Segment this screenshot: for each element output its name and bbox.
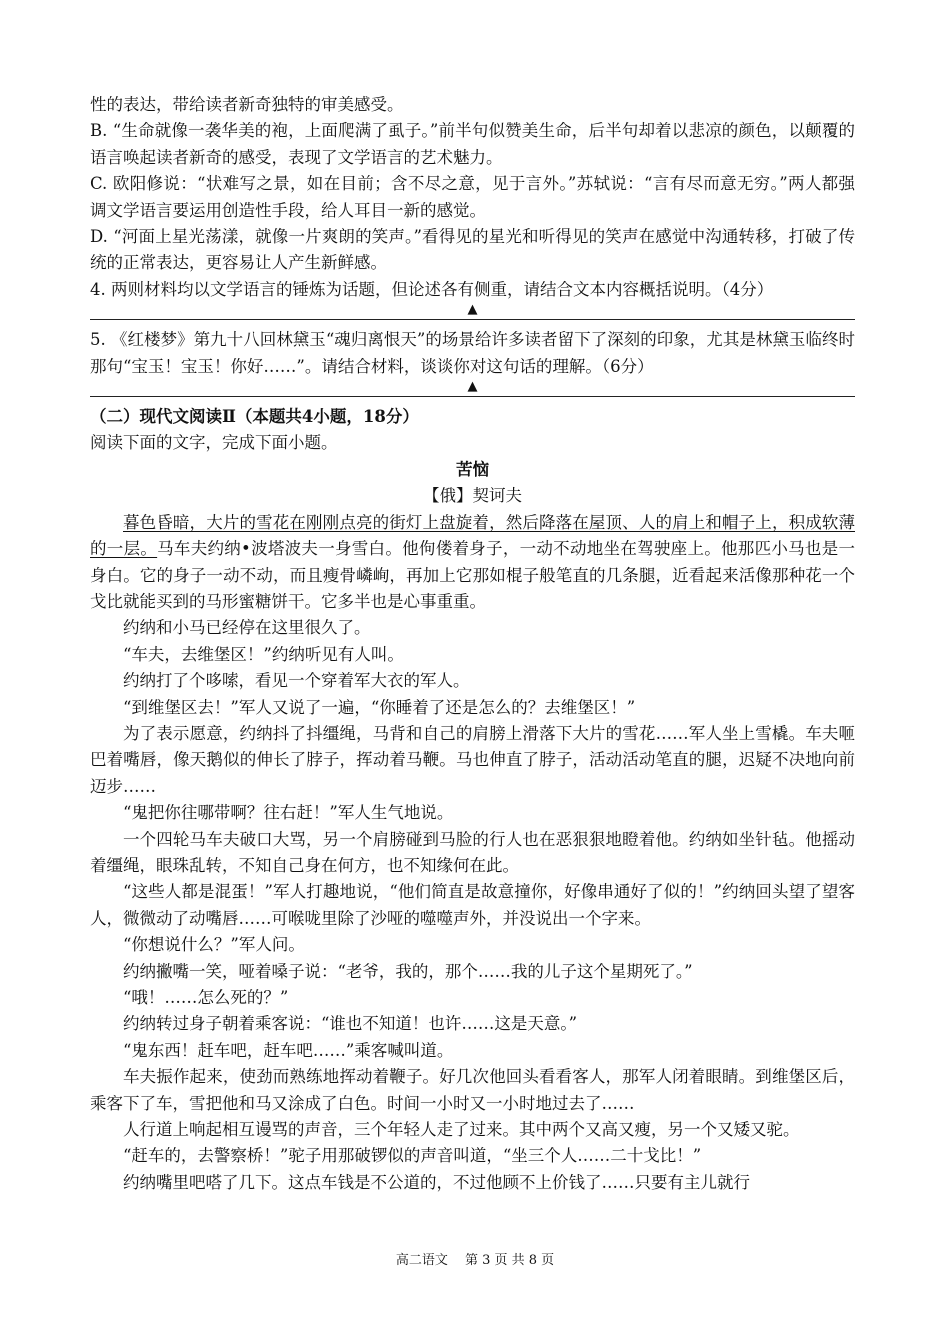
story-paragraph: “你想说什么？”军人问。	[123, 935, 305, 955]
story-paragraph: 一个四轮马车夫破口大骂，另一个肩膀碰到马脸的行人也在恶狠狠地瞪着他。约纳如坐针毡。他摇动着缰绳，眼珠乱转，不知自己身在何方，也不知缘何在此。	[90, 829, 855, 875]
answer-rule	[90, 319, 855, 320]
story-paragraph-1	[90, 510, 855, 616]
answer-marker-icon: ▲	[467, 302, 478, 318]
answer-rule	[90, 396, 855, 397]
story-paragraph: 人行道上响起相互谩骂的声音，三个年轻人走了过来。其中两个又高又瘦，另一个又矮又驼。	[123, 1120, 800, 1140]
page-footer: 高二语文 第 3 页 共 8 页	[395, 1253, 555, 1268]
section-instruction: 阅读下面的文字，完成下面小题。	[90, 433, 338, 453]
story-paragraph: 约纳撇嘴一笑，哑着嗓子说：“老爷，我的，那个……我的儿子这个星期死了。”	[123, 961, 693, 981]
story-paragraph: “鬼把你往哪带啊？往右赶！”军人生气地说。	[123, 803, 454, 823]
option-d: D. “河面上星光荡漾，就像一片爽朗的笑声。”看得见的星光和听得见的笑声在感觉中沟通转移，打破了传统的正常表达，更容易让人产生新鲜感。	[90, 227, 855, 273]
option-a-tail: 性的表达，带给读者新奇独特的审美感受。	[90, 95, 404, 114]
story-paragraph: 约纳和小马已经停在这里很久了。	[123, 618, 371, 638]
option-b: B. “生命就像一袭华美的袍，上面爬满了虱子。”前半句似赞美生命，后半句却着以悲凉的颜色，以颠覆的语言唤起读者新奇的感受，表现了文学语言的艺术魅力。	[90, 121, 855, 167]
answer-marker-icon: ▲	[467, 379, 478, 395]
answer-line-q5	[90, 380, 855, 398]
story-paragraph: “鬼东西！赶车吧，赶车吧……”乘客喊叫道。	[123, 1040, 454, 1060]
story-paragraph: “赶车的，去警察桥！”驼子用那破锣似的声音叫道，“坐三个人……二十戈比！”	[123, 1146, 702, 1166]
story-paragraph: 车夫振作起来，使劲而熟练地挥动着鞭子。好几次他回头看看客人，那军人闭着眼睛。到维堡区后，乘客下了车，雪把他和马又涂成了白色。时间一小时又一小时地过去了……	[90, 1067, 855, 1113]
story-paragraph: “哦！……怎么死的？”	[123, 988, 289, 1007]
exam-page	[90, 92, 855, 1196]
story-title: 苦恼	[456, 459, 489, 479]
section-heading: （二）现代文阅读Ⅱ（本题共4小题，18分）	[90, 407, 419, 427]
story-paragraph: “到维堡区去！”军人又说了一遍，“你睡着了还是怎么的？去维堡区！”	[123, 697, 636, 717]
paragraph-text: 马车夫约纳•波塔波夫一身雪白。他佝偻着身子，一动不动地坐在驾驶座上。他那匹小马也是一身白。它的身子一动不动，而且瘦骨嶙峋，再加上它那如棍子般笔直的几条腿，近看起来活像那种花一个戈比就能买到的马形蜜糖饼干。它多半也是心事重重。	[90, 539, 856, 611]
story-author: 【俄】契诃夫	[423, 486, 522, 506]
answer-line-q4	[90, 303, 855, 321]
option-c: C. 欧阳修说：“状难写之景，如在目前；含不尽之意，见于言外。”苏轼说：“言有尽而意无穷。”两人都强调文学语言要运用创造性手段，给人耳目一新的感觉。	[90, 174, 855, 220]
story-paragraph: 约纳转过身子朝着乘客说：“谁也不知道！也许……这是天意。”	[123, 1014, 578, 1034]
story-paragraph: 为了表示愿意，约纳抖了抖缰绳，马背和自己的肩膀上滑落下大片的雪花……军人坐上雪橇。车夫咂巴着嘴唇，像天鹅似的伸长了脖子，挥动着马鞭。马也伸直了脖子，活动活动笔直的腿，迟疑不决地向前迈步……	[90, 723, 855, 796]
story-paragraph: 约纳嘴里吧嗒了几下。这点车钱是不公道的，不过他顾不上价钱了……只要有主儿就行	[123, 1172, 750, 1192]
question-4: 4. 两则材料均以文学语言的锤炼为话题，但论述各有侧重，请结合文本内容概括说明。（4分）	[90, 279, 774, 299]
story-paragraph: “这些人都是混蛋！”军人打趣地说，“他们简直是故意撞你，好像串通好了似的！”约纳回头望了望客人，微微动了动嘴唇……可喉咙里除了沙哑的噬噬声外，并没说出一个字来。	[90, 882, 855, 928]
story-paragraph: 约纳打了个哆嗦，看见一个穿着军大衣的军人。	[123, 671, 470, 691]
question-5: 5. 《红楼梦》第九十八回林黛玉“魂归离恨天”的场景给许多读者留下了深刻的印象，尤其是林黛玉临终时那句“宝玉！宝玉！你好……”。请结合材料，谈谈你对这句话的理解。（6分）	[90, 330, 855, 376]
underlined-sentence: 暮色昏暗，大片的雪花在刚刚点亮的街灯上盘旋着，然后降落在屋顶、人的肩上和帽子上，积成软薄的一层。	[90, 512, 855, 559]
story-paragraph: “车夫，去维堡区！”约纳听见有人叫。	[123, 644, 404, 664]
